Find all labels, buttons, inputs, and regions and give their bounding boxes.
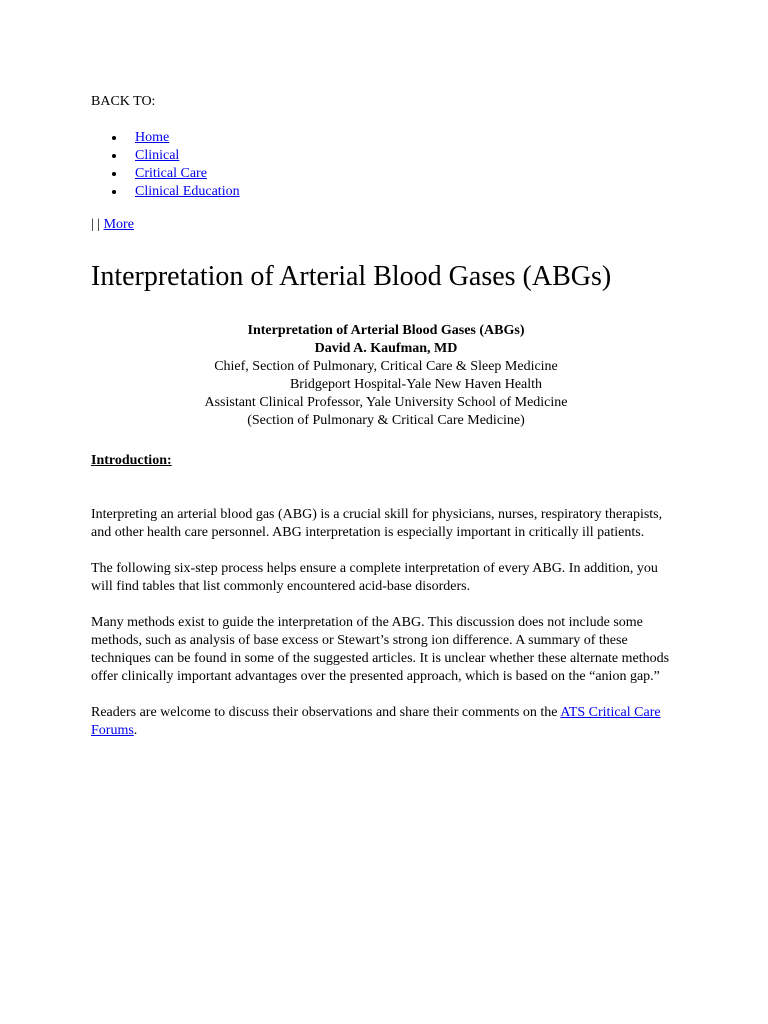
page-title: Interpretation of Arterial Blood Gases (ABGs): [91, 261, 612, 292]
author-affiliation: Bridgeport Hospital-Yale New Haven Health: [289, 377, 543, 392]
critical-care-link[interactable]: Critical Care: [135, 166, 207, 181]
readers-text: Readers are welcome to discuss their observations and share their comments on the: [91, 705, 558, 720]
nav-item-clinical-education: [135, 183, 681, 201]
author-section: (Section of Pulmonary & Critical Care Medicine): [247, 413, 525, 428]
paragraph-1: Interpreting an arterial blood gas (ABG) is a crucial skill for physicians, nurses, respiratory therapists, and other health care personnel. ABG interpretation is especially important in critically ill patients.: [91, 507, 663, 540]
separator: | |: [91, 217, 101, 232]
introduction-heading: Introduction:: [91, 453, 172, 468]
nav-list: [91, 129, 681, 201]
content: [91, 93, 681, 758]
more-link[interactable]: More: [103, 217, 134, 232]
back-to-label: BACK TO:: [91, 94, 156, 109]
readers-end: .: [133, 723, 138, 738]
author-role: Chief, Section of Pulmonary, Critical Care & Sleep Medicine: [214, 359, 558, 374]
paragraph-2: The following six-step process helps ensure a complete interpretation of every ABG. In addition, you will find tables that list commonly encountered acid-base disorders.: [91, 561, 658, 594]
clinical-education-link[interactable]: Clinical Education: [135, 184, 240, 199]
nav-item-critical-care: [135, 165, 681, 183]
nav-item-clinical: [135, 147, 681, 165]
author-position: Assistant Clinical Professor, Yale University School of Medicine: [204, 395, 568, 410]
paragraph-readers: [91, 704, 681, 740]
clinical-link[interactable]: Clinical: [135, 148, 180, 163]
more-line: [91, 216, 681, 234]
home-link[interactable]: Home: [135, 130, 170, 145]
paragraph-3: Many methods exist to guide the interpretation of the ABG. This discussion does not include some methods, such as analysis of base excess or Stewart’s strong ion difference. A summary of these techniques can be found in some of the suggested articles. It is unclear whether these alternate methods offer clinically important advantages over the presented approach, which is based on the “anion gap.”: [91, 615, 670, 684]
header-title: Interpretation of Arterial Blood Gases (ABGs): [247, 323, 525, 338]
author-name: David A. Kaufman, MD: [314, 341, 458, 356]
ats-forums-link[interactable]: ATS Critical Care Forums: [91, 705, 661, 738]
article-header: [91, 322, 681, 430]
nav-item-home: [135, 129, 681, 147]
